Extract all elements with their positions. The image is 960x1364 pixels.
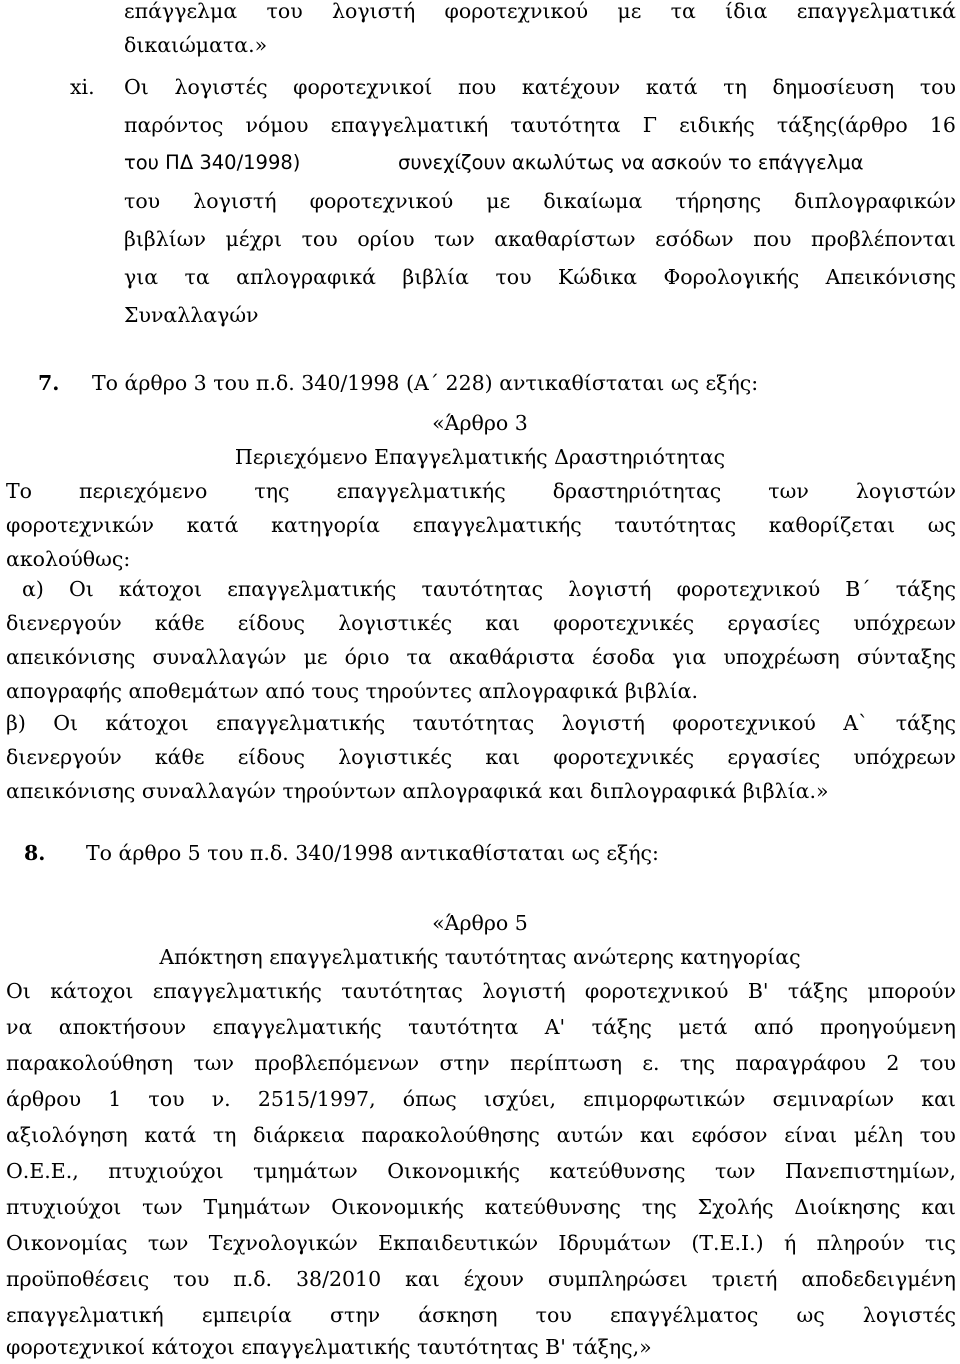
word: αυτών xyxy=(556,1123,624,1147)
item-xi-line-4 xyxy=(124,184,956,218)
word: είδους xyxy=(237,611,305,635)
word: είναι xyxy=(784,1123,838,1147)
item-x-line-2: δικαιώματα.» xyxy=(124,33,268,57)
word: Β΄ xyxy=(845,577,871,601)
word: σεμιναρίων xyxy=(772,1087,895,1111)
point-b-line-2 xyxy=(6,740,956,774)
section-7-intro-line-3: ακολούθως: xyxy=(6,547,131,571)
word: διενεργούν xyxy=(6,611,122,635)
word: 38/2010 xyxy=(295,1267,382,1291)
section-8-body-line-7 xyxy=(6,1190,956,1224)
word: φοροτεχνικοί xyxy=(293,75,433,99)
word: με xyxy=(617,0,642,23)
word: τη xyxy=(212,1123,237,1147)
article-5-subtitle: Απόκτηση επαγγελματικής ταυτότητας ανώτερης κατηγορίας xyxy=(159,945,801,969)
word: των xyxy=(193,1051,234,1075)
word: τη xyxy=(723,75,747,99)
word: νόμου xyxy=(245,113,309,137)
word: που xyxy=(753,227,792,251)
word: Σχολής xyxy=(697,1195,774,1219)
section-8-body-line-3 xyxy=(6,1046,956,1080)
section-8-heading: Το άρθρο 5 του π.δ. 340/1998 αντικαθίσταται ως εξής: xyxy=(86,841,659,865)
word: κάθε xyxy=(154,611,205,635)
word: επαγγελματικής xyxy=(212,1015,382,1039)
section-8-body-line-6 xyxy=(6,1154,956,1188)
point-a-line-1 xyxy=(22,572,956,606)
word: λογιστή xyxy=(331,0,416,23)
word: Γ xyxy=(642,113,657,137)
word: και xyxy=(640,1123,675,1147)
word: του xyxy=(173,1267,210,1291)
point-b-line-3: απεικόνισης συναλλαγών τηρούντων απλογραφικά και διπλογραφικά βιβλία.» xyxy=(6,779,829,803)
word: δικαίωμα xyxy=(543,189,643,213)
word: επαγγελματική xyxy=(330,113,489,137)
word: ειδικής xyxy=(679,113,755,137)
word: Ο.Ε.Ε., xyxy=(6,1159,79,1183)
word: τάξης xyxy=(787,979,849,1003)
word: αποδεδειγμένη xyxy=(801,1267,956,1291)
word: παραγράφου xyxy=(735,1051,866,1075)
word: τμημάτων xyxy=(253,1159,358,1183)
word: του xyxy=(301,227,338,251)
word: κατά xyxy=(144,1123,197,1147)
word: Οι xyxy=(124,75,149,99)
word: κατεύθυνσης xyxy=(549,1159,686,1183)
word: επαγγελματικής xyxy=(336,479,506,503)
word: Εκπαιδευτικών xyxy=(378,1231,539,1255)
word: φοροτεχνικού xyxy=(676,577,821,601)
word: υποχρέωση xyxy=(723,645,840,669)
word: Οικονομίας xyxy=(6,1231,128,1255)
article-3-subtitle: Περιεχόμενο Επαγγελματικής Δραστηριότητας xyxy=(234,445,726,469)
word: Α' xyxy=(544,1015,566,1039)
word: ισχύει, xyxy=(483,1087,556,1111)
section-8-body-line-5 xyxy=(6,1118,956,1152)
word: λογιστή xyxy=(193,189,277,213)
word: των xyxy=(768,479,809,503)
word: μπορούν xyxy=(867,979,956,1003)
word: απλογραφικά xyxy=(236,265,376,289)
word: και xyxy=(405,1267,440,1291)
word: ν. xyxy=(211,1087,231,1111)
word: Α` xyxy=(843,711,869,735)
word: να xyxy=(6,1015,33,1039)
word: εφόσον xyxy=(691,1123,768,1147)
word: όριο xyxy=(344,645,390,669)
word: λογιστή xyxy=(482,979,566,1003)
word: τάξης xyxy=(895,711,956,735)
section-7-number: 7. xyxy=(38,371,60,395)
word: με xyxy=(486,189,511,213)
word: (Τ.Ε.Ι.) xyxy=(691,1231,764,1255)
word: λογιστών xyxy=(855,479,956,503)
word: β) xyxy=(6,711,26,735)
section-7-heading: Το άρθρο 3 του π.δ. 340/1998 (Α΄ 228) αντικαθίσταται ως εξής: xyxy=(92,371,759,395)
word: Το xyxy=(6,479,33,503)
word: μέλη xyxy=(853,1123,904,1147)
word: λογιστή xyxy=(568,577,652,601)
word: επαγγελματικής xyxy=(227,577,397,601)
word: προβλεπόμενων xyxy=(254,1051,420,1075)
word: αποκτήσουν xyxy=(58,1015,187,1039)
word: τις xyxy=(925,1231,956,1255)
word: των xyxy=(147,1231,189,1255)
word: τάξης(άρθρο xyxy=(776,113,908,137)
word: του xyxy=(124,189,161,213)
word: απεικόνισης xyxy=(6,645,136,669)
point-a-line-2 xyxy=(6,606,956,640)
word: Διοίκησης xyxy=(794,1195,901,1219)
word: καθορίζεται xyxy=(768,513,896,537)
word: στην xyxy=(439,1051,490,1075)
word: διενεργούν xyxy=(6,745,122,769)
word: εργασίες xyxy=(727,745,821,769)
word: μέχρι xyxy=(225,227,282,251)
word: λογιστικές xyxy=(338,611,453,635)
word: κάτοχοι xyxy=(50,979,134,1003)
word: τήρησης xyxy=(675,189,762,213)
word: είδους xyxy=(237,745,305,769)
word: Φορολογικής xyxy=(663,265,800,289)
section-8-body-line-1 xyxy=(6,974,956,1008)
section-8-body-line-11: φοροτεχνικοί κάτοχοι επαγγελματικής ταυτότητας Β' τάξης,» xyxy=(6,1335,652,1359)
word: συναλλαγών xyxy=(152,645,287,669)
word: δραστηριότητας xyxy=(552,479,722,503)
word: του xyxy=(266,0,303,23)
word: κατά xyxy=(186,513,239,537)
word: επαγγελματικής xyxy=(216,711,386,735)
item-xi-line-3a: του ΠΔ 340/1998) xyxy=(124,151,301,174)
item-xi-line-7: Συναλλαγών xyxy=(124,303,259,327)
word: τάξης xyxy=(895,577,956,601)
word: των xyxy=(434,227,475,251)
word: κάθε xyxy=(154,745,205,769)
word: λογιστή xyxy=(561,711,645,735)
word: του xyxy=(495,265,532,289)
word: κάτοχοι xyxy=(105,711,189,735)
word: φοροτεχνικών xyxy=(6,513,154,537)
section-8-body-line-8 xyxy=(6,1226,956,1260)
word: και xyxy=(921,1195,956,1219)
word: τριετή xyxy=(711,1267,778,1291)
word: στην xyxy=(330,1303,381,1327)
point-b-line-1 xyxy=(6,706,956,740)
word: εσόδων xyxy=(655,227,734,251)
word: περιεχόμενο xyxy=(79,479,208,503)
word: ακαθάριστα xyxy=(448,645,575,669)
word: τα xyxy=(184,265,210,289)
word: Τεχνολογικών xyxy=(208,1231,358,1255)
word: κάτοχοι xyxy=(118,577,203,601)
word: επαγγελματική xyxy=(6,1303,164,1327)
word: του xyxy=(919,75,956,99)
word: επαγγέλματος xyxy=(609,1303,759,1327)
word: Κώδικα xyxy=(558,265,638,289)
item-xi-line-2 xyxy=(124,108,956,142)
word: παρόντος xyxy=(124,113,224,137)
word: ταυτότητας xyxy=(614,513,737,537)
section-8-body-line-10 xyxy=(6,1298,956,1332)
point-a-line-3 xyxy=(6,640,956,674)
word: επαγγελματικά xyxy=(796,0,956,23)
word: ταυτότητας xyxy=(341,979,463,1003)
word: ε. xyxy=(642,1051,660,1075)
word: ταυτότητας xyxy=(421,577,544,601)
article-3-title: «Άρθρο 3 xyxy=(432,411,528,435)
word: φοροτεχνικού xyxy=(584,979,729,1003)
word: προηγούμενη xyxy=(820,1015,956,1039)
word: έχουν xyxy=(463,1267,524,1291)
word: αξιολόγηση xyxy=(6,1123,128,1147)
word: κατηγορία xyxy=(271,513,380,537)
word: επαγγελματικής xyxy=(412,513,582,537)
word: τα xyxy=(670,0,696,23)
word: άσκηση xyxy=(418,1303,498,1327)
word: εμπειρία xyxy=(201,1303,292,1327)
word: διάρκεια xyxy=(253,1123,345,1147)
section-7-intro-line-2 xyxy=(6,508,956,542)
word: κατεύθυνσης xyxy=(484,1195,621,1219)
word: της xyxy=(641,1195,677,1219)
word: ως xyxy=(927,513,956,537)
item-xi-marker: xi. xyxy=(70,75,95,99)
word: επάγγελμα xyxy=(124,0,238,23)
word: βιβλία xyxy=(402,265,470,289)
point-a-line-4: απογραφής αποθεμάτων από τους τηρούντες απλογραφικά βιβλία. xyxy=(6,679,698,703)
section-8-body-line-4 xyxy=(6,1082,956,1116)
word: των xyxy=(142,1195,183,1219)
word: και xyxy=(485,745,521,769)
word: π.δ. xyxy=(233,1267,273,1291)
word: Ιδρυμάτων xyxy=(558,1231,672,1255)
word: Οικονομικής xyxy=(387,1159,520,1183)
word: βιβλίων xyxy=(124,227,206,251)
word: για xyxy=(124,265,159,289)
word: λογιστικές xyxy=(338,745,453,769)
word: φοροτεχνικές xyxy=(553,745,695,769)
word: πτυχιούχοι xyxy=(6,1195,122,1219)
word: υπόχρεων xyxy=(853,611,956,635)
word: για xyxy=(672,645,707,669)
word: του xyxy=(148,1087,185,1111)
word: του xyxy=(535,1303,572,1327)
word: Β' xyxy=(747,979,769,1003)
word: ακαθαρίστων xyxy=(494,227,636,251)
word: που xyxy=(457,75,497,99)
word: επιμορφωτικών xyxy=(583,1087,746,1111)
word: ορίου xyxy=(357,227,415,251)
word: ταυτότητα xyxy=(510,113,621,137)
word: ως xyxy=(796,1303,825,1327)
word: από xyxy=(753,1015,794,1039)
word: 2 xyxy=(886,1051,900,1075)
word: 1 xyxy=(108,1087,122,1111)
section-8-body-line-2 xyxy=(6,1010,956,1044)
word: με xyxy=(303,645,328,669)
section-8-body-line-9 xyxy=(6,1262,956,1296)
word: φοροτεχνικού xyxy=(672,711,816,735)
word: κατά xyxy=(645,75,698,99)
word: όπως xyxy=(402,1087,457,1111)
article-5-title: «Άρθρο 5 xyxy=(432,911,528,935)
item-xi-line-3b: συνεχίζουν ακωλύτως να ασκούν το επάγγελμα xyxy=(398,151,864,174)
word: Οι xyxy=(53,711,79,735)
word: φοροτεχνικού xyxy=(309,189,454,213)
word: και xyxy=(921,1087,956,1111)
word: ή xyxy=(784,1231,797,1255)
word: Οικονομικής xyxy=(331,1195,464,1219)
word: προϋποθέσεις xyxy=(6,1267,150,1291)
word: της xyxy=(679,1051,716,1075)
word: σύνταξης xyxy=(856,645,956,669)
section-7-intro-line-1 xyxy=(6,474,956,508)
word: μετά xyxy=(678,1015,728,1039)
word: του xyxy=(919,1123,956,1147)
word: της xyxy=(254,479,290,503)
word: παρακολούθησης xyxy=(361,1123,540,1147)
word: προβλέπονται xyxy=(811,227,956,251)
item-xi-line-1 xyxy=(124,70,956,104)
word: επαγγελματικής xyxy=(152,979,322,1003)
word: α) xyxy=(22,577,44,601)
word: Πανεπιστημίων, xyxy=(785,1159,956,1183)
word: τα xyxy=(406,645,432,669)
word: πτυχιούχοι xyxy=(108,1159,224,1183)
word: των xyxy=(715,1159,756,1183)
word: παρακολούθηση xyxy=(6,1051,174,1075)
word: άρθρου xyxy=(6,1087,82,1111)
word: συμπληρώσει xyxy=(547,1267,688,1291)
word: και xyxy=(485,611,521,635)
word: λογιστές xyxy=(174,75,268,99)
word: Οι xyxy=(6,979,31,1003)
word: διπλογραφικών xyxy=(794,189,956,213)
word: εργασίες xyxy=(727,611,821,635)
word: πληρούν xyxy=(816,1231,905,1255)
word: του xyxy=(919,1051,956,1075)
word: ίδια xyxy=(725,0,768,23)
word: λογιστές xyxy=(862,1303,956,1327)
item-x-line-1 xyxy=(124,0,956,28)
word: περίπτωση xyxy=(510,1051,622,1075)
word: Οι xyxy=(68,577,94,601)
word: έσοδα xyxy=(591,645,656,669)
word: υπόχρεων xyxy=(853,745,956,769)
item-xi-line-6 xyxy=(124,260,956,294)
section-8-number: 8. xyxy=(24,841,46,865)
word: Απεικόνισης xyxy=(825,265,956,289)
word: ταυτότητας xyxy=(412,711,535,735)
word: δημοσίευση xyxy=(772,75,895,99)
word: φοροτεχνικές xyxy=(553,611,695,635)
word: κατέχουν xyxy=(521,75,621,99)
item-xi-line-5 xyxy=(124,222,956,256)
word: 2515/1997, xyxy=(257,1087,376,1111)
word: Τμημάτων xyxy=(203,1195,311,1219)
word: φοροτεχνικού xyxy=(444,0,589,23)
word: 16 xyxy=(929,113,956,137)
word: τάξης xyxy=(591,1015,652,1039)
word: ταυτότητα xyxy=(408,1015,519,1039)
